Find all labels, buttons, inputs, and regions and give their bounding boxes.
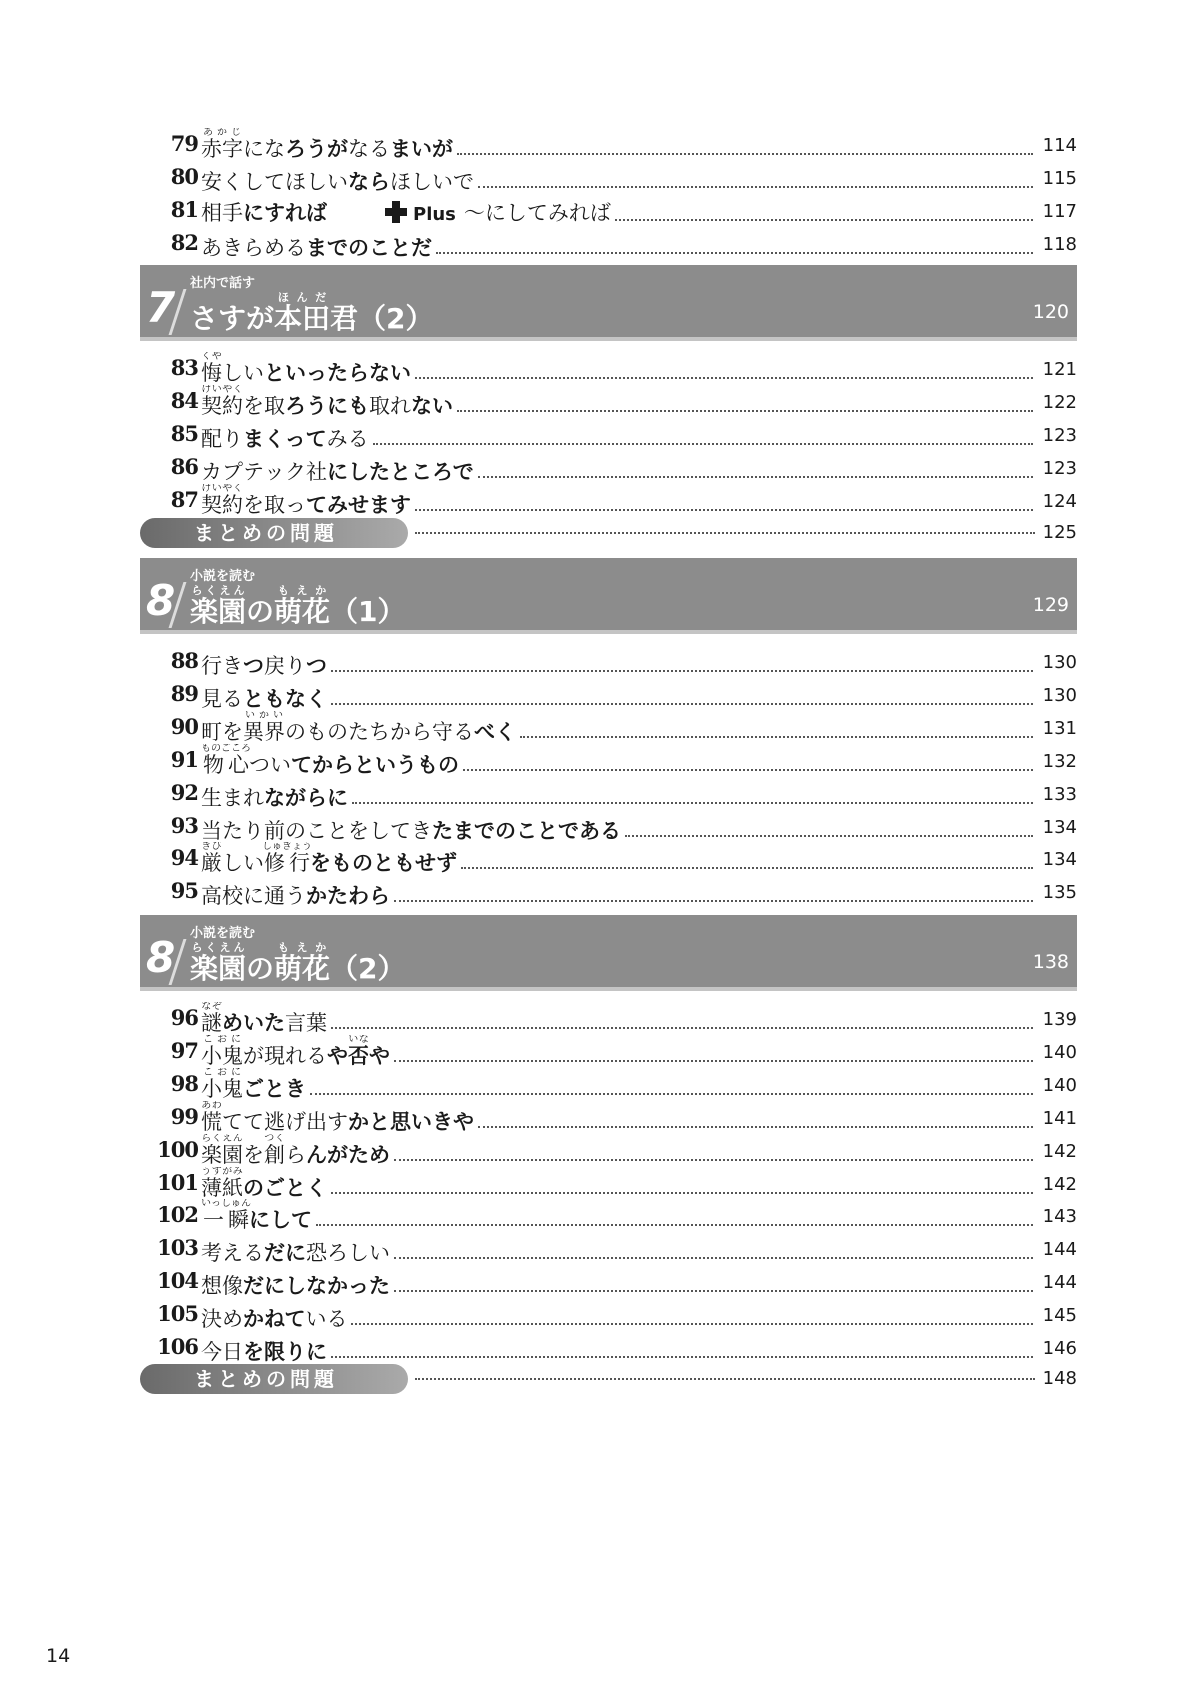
entry-title-line bbox=[201, 1232, 1035, 1268]
grammar-highlight: ともなく bbox=[243, 686, 327, 711]
dot-leader bbox=[394, 1159, 1033, 1161]
entry-title: 契約けいやくを取ろうにも取れない bbox=[201, 384, 453, 418]
ruby-reading: なぞ bbox=[201, 1002, 222, 1012]
ruby-reading: いっしゅん bbox=[201, 1199, 251, 1210]
entry-title bbox=[201, 1199, 312, 1235]
entry-title: 物心ものごころついてからというもの bbox=[201, 743, 459, 777]
dot-leader bbox=[331, 1356, 1033, 1358]
ruby-text: 否いな bbox=[348, 1034, 369, 1068]
grammar-highlight: まいが bbox=[390, 137, 453, 161]
entry-number: 85 bbox=[170, 420, 198, 446]
ruby-reading: こおに bbox=[201, 1067, 243, 1078]
entry-number: 89 bbox=[170, 680, 198, 706]
ruby-reading: いな bbox=[348, 1034, 369, 1045]
entry-number: 106 bbox=[157, 1334, 198, 1359]
ruby-reading: らくえん bbox=[201, 1133, 243, 1144]
entry-title: 小鬼こおにが現れるや否いなや bbox=[201, 1034, 390, 1068]
entry-title: 悔くやしいといったらない bbox=[201, 352, 411, 385]
entry-page: 131 bbox=[1042, 717, 1077, 739]
grammar-highlight bbox=[348, 1034, 369, 1068]
chapter-banner bbox=[140, 265, 1077, 341]
ruby-text: 物心ものごころ bbox=[201, 743, 251, 777]
entry-title: 高校に通うかたわら bbox=[201, 884, 390, 909]
dot-leader bbox=[415, 532, 1035, 534]
review-label: まとめの問題 bbox=[194, 1367, 338, 1391]
entry-number: 97 bbox=[170, 1037, 198, 1063]
entry-title-line bbox=[201, 352, 1035, 388]
grammar-highlight: なら bbox=[348, 169, 390, 194]
entry-page: 142 bbox=[1042, 1173, 1077, 1195]
dot-leader bbox=[615, 219, 1033, 221]
grammar-highlight: をものともせず bbox=[310, 851, 457, 876]
entry-page: 145 bbox=[1042, 1305, 1077, 1327]
entry-title: 相手にすれば Plus ～にしてみれば bbox=[201, 200, 611, 225]
grammar-highlight: つ bbox=[306, 654, 327, 678]
entry-title: 今日を限りに bbox=[201, 1340, 327, 1364]
toc-entry bbox=[140, 1232, 1077, 1268]
entry-title: 慌あわてて逃げ出すかと思いきや bbox=[201, 1100, 474, 1134]
grammar-highlight: や bbox=[369, 1043, 390, 1068]
toc-entry bbox=[140, 1298, 1077, 1334]
dot-leader bbox=[625, 835, 1033, 837]
dot-leader bbox=[373, 443, 1033, 445]
ruby-text: 修行しゅぎょう bbox=[262, 842, 312, 876]
entry-number: 82 bbox=[170, 229, 198, 255]
ruby-text: 契約けいやく bbox=[201, 384, 243, 418]
ruby-reading: きび bbox=[201, 842, 222, 853]
entry-page: 135 bbox=[1042, 882, 1077, 904]
ruby-text: 一瞬いっしゅん bbox=[201, 1199, 251, 1233]
ruby-text: 萌花もえか bbox=[274, 941, 331, 985]
chapter-page: 138 bbox=[1032, 951, 1069, 973]
ruby-text: 赤字あかじ bbox=[201, 128, 243, 161]
review-pill bbox=[140, 1364, 408, 1394]
chapter-page: 120 bbox=[1032, 301, 1069, 323]
entry-number: 90 bbox=[170, 713, 198, 739]
ruby-reading: あわ bbox=[201, 1100, 222, 1111]
toc-entry bbox=[140, 1035, 1077, 1071]
ruby-reading: けいやく bbox=[201, 384, 243, 395]
ruby-text: 慌あわ bbox=[201, 1100, 222, 1134]
grammar-highlight: ない bbox=[411, 393, 453, 418]
plus-text: ～にしてみれば bbox=[463, 200, 611, 225]
entry-page: 121 bbox=[1042, 359, 1077, 380]
entry-title: 町を異界いかいのものたちから守るべく bbox=[201, 710, 516, 744]
toc-entry bbox=[140, 1002, 1077, 1038]
grammar-highlight: ろうが bbox=[285, 137, 348, 161]
grammar-highlight: めいた bbox=[222, 1011, 285, 1035]
entry-number: 96 bbox=[170, 1005, 198, 1030]
entry-title-line bbox=[201, 1298, 1035, 1334]
dot-leader bbox=[316, 1224, 1033, 1226]
toc-entry bbox=[140, 875, 1077, 911]
entry-page: 122 bbox=[1042, 391, 1077, 413]
entry-page: 115 bbox=[1042, 167, 1077, 189]
toc-entry bbox=[140, 352, 1077, 388]
entry-page: 141 bbox=[1042, 1107, 1077, 1129]
dot-leader bbox=[478, 476, 1033, 478]
entry-title-line bbox=[201, 227, 1035, 263]
dot-leader bbox=[331, 1192, 1033, 1194]
chapter-number: 8 bbox=[146, 576, 176, 625]
entry-number: 94 bbox=[170, 845, 198, 871]
entry-title-line bbox=[201, 194, 1035, 230]
ruby-text: 薄紙うすがみ bbox=[201, 1166, 243, 1200]
ruby-reading: くや bbox=[201, 352, 222, 362]
entry-title: カプテック社にしたところで bbox=[201, 459, 474, 484]
grammar-highlight: にして bbox=[249, 1208, 312, 1233]
toc-entry bbox=[140, 418, 1077, 454]
entry-title: あきらめるまでのことだ bbox=[201, 235, 432, 260]
chapter-banner bbox=[140, 915, 1077, 991]
grammar-highlight: ごとき bbox=[243, 1076, 306, 1101]
grammar-highlight: といったらない bbox=[264, 361, 411, 385]
entry-title: 見るともなく bbox=[201, 686, 327, 711]
entry-title: 厳きびしい修行しゅぎょうをものともせず bbox=[201, 842, 457, 876]
entry-title-line bbox=[201, 1199, 1035, 1235]
entry-page: 134 bbox=[1042, 816, 1077, 838]
entry-page: 140 bbox=[1042, 1074, 1077, 1096]
entry-page: 139 bbox=[1042, 1009, 1077, 1030]
grammar-highlight: てみせます bbox=[306, 492, 411, 517]
entry-number: 99 bbox=[170, 1103, 198, 1129]
ruby-text: 小鬼こおに bbox=[201, 1067, 243, 1101]
dot-leader bbox=[478, 1126, 1033, 1128]
entry-title-line bbox=[201, 875, 1035, 911]
review-pill bbox=[140, 518, 408, 548]
dot-leader bbox=[394, 1060, 1033, 1062]
ruby-text: 楽園らくえん bbox=[201, 1133, 243, 1167]
grammar-highlight: かと思いきや bbox=[348, 1109, 474, 1134]
grammar-highlight: まくって bbox=[243, 426, 327, 451]
ruby-text: 楽園らくえん bbox=[190, 941, 247, 985]
toc-entry bbox=[140, 1134, 1077, 1170]
entry-title-line bbox=[201, 385, 1035, 421]
chapter-number: 7 bbox=[146, 283, 176, 332]
dot-leader bbox=[463, 769, 1033, 771]
toc-entry bbox=[140, 777, 1077, 813]
plus-label: Plus bbox=[413, 203, 456, 225]
entry-title-line bbox=[201, 842, 1035, 878]
dot-leader bbox=[310, 1093, 1033, 1095]
dot-leader bbox=[331, 670, 1033, 672]
toc-entry bbox=[140, 645, 1077, 681]
entry-title-line bbox=[201, 1002, 1035, 1038]
dot-leader bbox=[331, 1027, 1033, 1029]
grammar-highlight: だにしなかった bbox=[243, 1274, 390, 1299]
grammar-highlight: ながらに bbox=[264, 785, 348, 810]
entry-page: 123 bbox=[1042, 424, 1077, 446]
entry-title bbox=[201, 1167, 327, 1203]
review-page: 125 bbox=[1042, 522, 1077, 543]
ruby-text: 小鬼こおに bbox=[201, 1034, 243, 1068]
page-number: 14 bbox=[46, 1645, 71, 1667]
ruby-reading: しゅぎょう bbox=[262, 842, 312, 853]
ruby-text: 厳きび bbox=[201, 842, 222, 876]
entry-number: 80 bbox=[170, 163, 198, 189]
entry-page: 130 bbox=[1042, 684, 1077, 706]
grammar-highlight: にすれば bbox=[243, 200, 327, 225]
chapter-title: 楽園らくえんの萌花もえか（1） bbox=[190, 584, 406, 628]
ruby-reading: ものごころ bbox=[201, 743, 251, 754]
chapter-number: 8 bbox=[146, 933, 176, 982]
review-page: 148 bbox=[1042, 1368, 1077, 1389]
chapter-title: さすが本田ほんだ君（2） bbox=[190, 291, 434, 335]
entry-title: 配りまくってみる bbox=[201, 426, 369, 451]
review-row bbox=[140, 518, 1077, 552]
chapter-subtitle: 小説を読む bbox=[190, 569, 256, 584]
entry-number: 93 bbox=[170, 812, 198, 838]
entry-number: 105 bbox=[157, 1301, 198, 1327]
entry-page: 132 bbox=[1042, 750, 1077, 772]
entry-page: 117 bbox=[1042, 200, 1077, 222]
ruby-reading: もえか bbox=[274, 584, 331, 597]
entry-number: 101 bbox=[157, 1169, 198, 1195]
entry-title bbox=[201, 1068, 306, 1104]
entry-page: 133 bbox=[1042, 783, 1077, 805]
toc-entry bbox=[140, 1331, 1077, 1367]
grammar-highlight: だに bbox=[264, 1241, 306, 1266]
entry-page: 123 bbox=[1042, 457, 1077, 479]
entry-page: 142 bbox=[1042, 1140, 1077, 1162]
toc-entry bbox=[140, 1167, 1077, 1203]
toc-entry bbox=[140, 227, 1077, 263]
entry-title-line bbox=[201, 1331, 1035, 1367]
entry-title-line bbox=[201, 418, 1035, 454]
entry-page: 124 bbox=[1042, 490, 1077, 512]
grammar-highlight: てからというもの bbox=[291, 752, 459, 777]
grammar-highlight: かたわら bbox=[306, 884, 390, 909]
entry-page: 140 bbox=[1042, 1041, 1077, 1063]
dot-leader bbox=[352, 802, 1033, 804]
entry-number: 81 bbox=[170, 196, 198, 222]
entry-number: 95 bbox=[170, 878, 198, 904]
entry-number: 79 bbox=[170, 131, 198, 156]
dot-leader bbox=[394, 1257, 1033, 1259]
entry-number: 92 bbox=[170, 779, 198, 805]
entry-page: 144 bbox=[1042, 1272, 1077, 1294]
dot-leader bbox=[351, 1323, 1033, 1325]
toc-entry bbox=[140, 842, 1077, 878]
entry-title-line bbox=[201, 678, 1035, 714]
ruby-reading: こおに bbox=[201, 1034, 243, 1045]
grammar-highlight: かねて bbox=[243, 1307, 306, 1332]
grammar-highlight: のごとく bbox=[243, 1175, 327, 1200]
entry-page: 114 bbox=[1042, 135, 1077, 156]
entry-title: 赤字あかじになろうがなるまいが bbox=[201, 128, 453, 161]
entry-number: 86 bbox=[170, 453, 198, 479]
entry-number: 98 bbox=[170, 1070, 198, 1096]
dot-leader bbox=[331, 703, 1033, 705]
entry-page: 143 bbox=[1042, 1206, 1077, 1228]
ruby-reading: つく bbox=[264, 1133, 285, 1144]
entry-title-line bbox=[201, 645, 1035, 681]
grammar-highlight: までのことだ bbox=[306, 235, 432, 260]
entry-number: 102 bbox=[157, 1202, 198, 1228]
dot-leader bbox=[457, 410, 1033, 412]
entry-page: 130 bbox=[1042, 652, 1077, 673]
ruby-text: 契約けいやく bbox=[201, 483, 243, 517]
entry-number: 83 bbox=[170, 355, 198, 380]
entry-title-line bbox=[201, 1101, 1035, 1137]
entry-title-line bbox=[201, 810, 1035, 846]
ruby-reading: うすがみ bbox=[201, 1166, 243, 1177]
ruby-text: 創つく bbox=[264, 1133, 285, 1167]
ruby-reading: らくえん bbox=[190, 941, 247, 954]
dot-leader bbox=[520, 736, 1033, 738]
dot-leader bbox=[415, 377, 1033, 379]
grammar-highlight: にしたところで bbox=[327, 459, 474, 484]
entry-title-line bbox=[201, 484, 1035, 520]
entry-number: 103 bbox=[157, 1235, 198, 1261]
entry-title: 行きつ戻りつ bbox=[201, 654, 327, 678]
entry-number: 100 bbox=[157, 1136, 198, 1162]
ruby-text: 萌花もえか bbox=[274, 584, 331, 628]
ruby-text: 悔くや bbox=[201, 352, 222, 385]
toc-entry bbox=[140, 1265, 1077, 1301]
chapter-banner bbox=[140, 558, 1077, 634]
dot-leader bbox=[461, 867, 1033, 869]
entry-title: 契約けいやくを取ってみせます bbox=[201, 483, 411, 517]
entry-title-line bbox=[201, 1035, 1035, 1071]
entry-title: 当たり前のことをしてきたまでのことである bbox=[201, 818, 621, 843]
dot-leader bbox=[478, 186, 1033, 188]
toc-entry bbox=[140, 161, 1077, 197]
entry-title-line bbox=[201, 1134, 1035, 1170]
entry-title: 考えるだに恐ろしい bbox=[201, 1241, 390, 1266]
toc-entry bbox=[140, 1199, 1077, 1235]
entry-title-line bbox=[201, 711, 1035, 747]
toc-entry bbox=[140, 678, 1077, 714]
entry-title-line bbox=[201, 1265, 1035, 1301]
grammar-highlight: んがため bbox=[306, 1142, 390, 1167]
entry-title: 生まれながらに bbox=[201, 785, 348, 810]
chapter-page: 129 bbox=[1032, 594, 1069, 616]
entry-title-line bbox=[201, 1068, 1035, 1104]
entry-number: 91 bbox=[170, 746, 198, 772]
grammar-highlight: べく bbox=[474, 719, 516, 744]
entry-title-line bbox=[201, 128, 1035, 164]
review-row bbox=[140, 1364, 1077, 1398]
entry-number: 87 bbox=[170, 486, 198, 512]
entry-title: 安くしてほしいならほしいで bbox=[201, 169, 474, 194]
grammar-highlight: ろうにも bbox=[285, 393, 369, 418]
entry-title: 決めかねている bbox=[201, 1307, 348, 1332]
ruby-reading: いかい bbox=[243, 710, 285, 721]
chapter-title: 楽園らくえんの萌花もえか（2） bbox=[190, 941, 406, 985]
toc-entry bbox=[140, 451, 1077, 487]
entry-page: 144 bbox=[1042, 1239, 1077, 1261]
toc-entry bbox=[140, 1101, 1077, 1137]
entry-title: 想像だにしなかった bbox=[201, 1274, 390, 1299]
grammar-highlight: たまでのことである bbox=[432, 818, 621, 843]
plus-icon bbox=[385, 201, 407, 223]
toc-entry bbox=[140, 1068, 1077, 1104]
ruby-text: 楽園らくえん bbox=[190, 584, 247, 628]
ruby-reading: けいやく bbox=[201, 483, 243, 494]
toc-entry bbox=[140, 744, 1077, 780]
entry-title-line bbox=[201, 777, 1035, 813]
ruby-text: 異界いかい bbox=[243, 710, 285, 744]
dot-leader bbox=[457, 153, 1033, 155]
dot-leader bbox=[415, 509, 1033, 511]
chapter-subtitle: 社内で話す bbox=[190, 276, 256, 291]
toc-entry bbox=[140, 128, 1077, 164]
grammar-highlight: つ bbox=[243, 654, 264, 678]
ruby-reading: ほんだ bbox=[274, 291, 331, 304]
dot-leader bbox=[394, 1290, 1033, 1292]
toc-entry bbox=[140, 194, 1077, 230]
entry-number: 84 bbox=[170, 387, 198, 413]
toc-entry bbox=[140, 810, 1077, 846]
entry-title-line bbox=[201, 451, 1035, 487]
review-label: まとめの問題 bbox=[194, 521, 338, 545]
entry-page: 146 bbox=[1042, 1338, 1077, 1359]
entry-title-line bbox=[201, 1167, 1035, 1203]
toc-entry bbox=[140, 385, 1077, 421]
entry-title: 楽園らくえんを創つくらんがため bbox=[201, 1133, 390, 1167]
grammar-highlight: を限りに bbox=[243, 1340, 327, 1364]
entry-number: 104 bbox=[157, 1268, 198, 1294]
ruby-reading: あかじ bbox=[201, 128, 243, 138]
dot-leader bbox=[394, 900, 1033, 902]
entry-title-line bbox=[201, 744, 1035, 780]
ruby-reading: もえか bbox=[274, 941, 331, 954]
ruby-text: 本田ほんだ bbox=[274, 291, 331, 335]
entry-title: 謎なぞめいた言葉 bbox=[201, 1002, 327, 1035]
entry-page: 118 bbox=[1042, 233, 1077, 255]
toc-entry bbox=[140, 711, 1077, 747]
chapter-subtitle: 小説を読む bbox=[190, 926, 256, 941]
ruby-reading: らくえん bbox=[190, 584, 247, 597]
dot-leader bbox=[415, 1378, 1035, 1380]
dot-leader bbox=[436, 252, 1033, 254]
entry-number: 88 bbox=[170, 648, 198, 673]
toc-entry bbox=[140, 484, 1077, 520]
ruby-text: 謎なぞ bbox=[201, 1002, 222, 1035]
entry-page: 134 bbox=[1042, 849, 1077, 871]
entry-title-line bbox=[201, 161, 1035, 197]
grammar-highlight: や bbox=[327, 1043, 348, 1068]
